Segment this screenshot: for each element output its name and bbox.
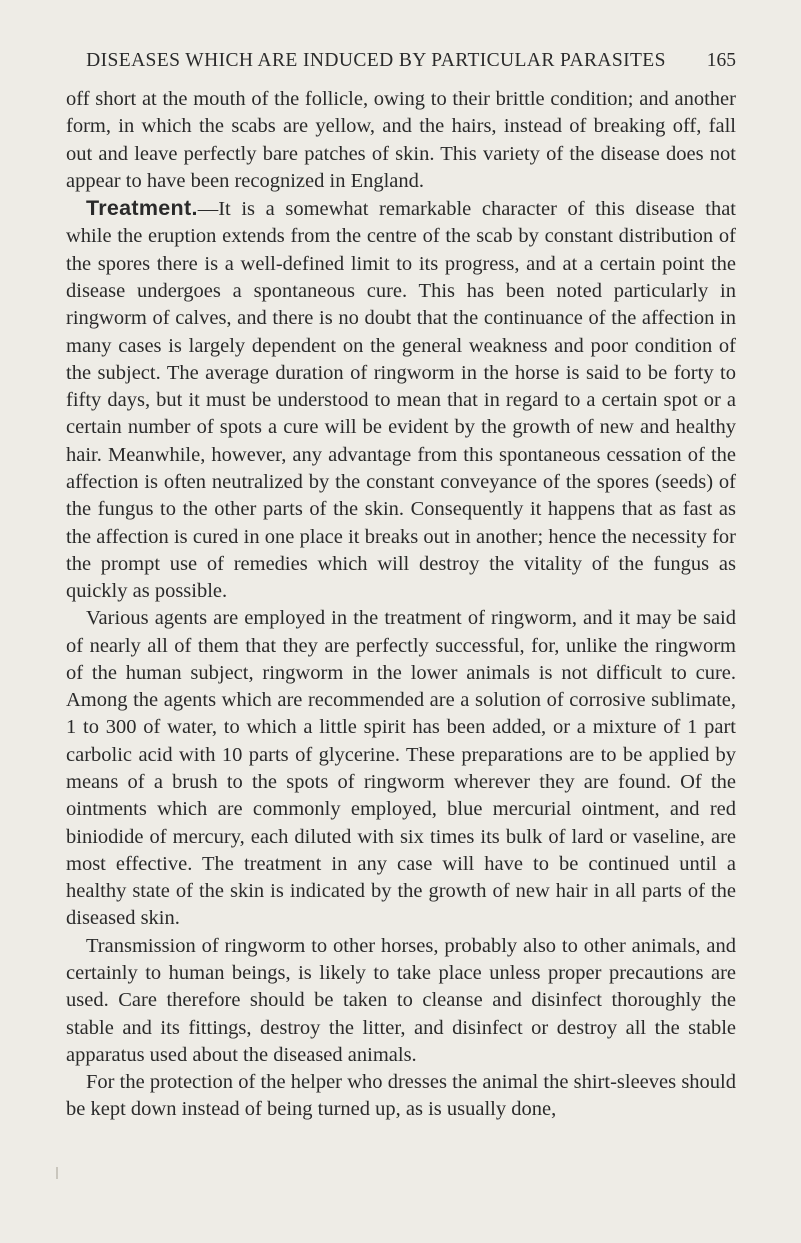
page-number: 165 [706, 50, 736, 71]
section-heading-treatment: Treatment. [86, 196, 198, 221]
body-text [66, 86, 736, 1124]
running-title: DISEASES WHICH ARE INDUCED BY PARTICULAR PARASITES [86, 50, 666, 71]
treatment-text: —It is a somewhat remarkable character of this disease that while the eruption extends from the centre of the scab by constant distribution of the spores there is a well-defined limit to its progress, and at a certain point the disease undergoes a spontaneous cure. This has been noted particularly in ringworm of calves, and there is no doubt that the continuance of the affection in many cases is largely dependent on the general weakness and poor condition of the subject. The average duration of ringworm in the horse is said to be forty to fifty days, but it must be understood to mean that in regard to a certain spot or a certain number of spots a cure will be evident by the growth of new and healthy hair. Meanwhile, however, any advantage from this spontaneous cessation of the affection is often neutralized by the constant conveyance of the spores (seeds) of the fungus to the other parts of the skin. Consequently it happens that as fast as the affection is cured in one place it breaks out in another; hence the necessity for the prompt use of remedies which will destroy the vitality of the fungus as quickly as possible. [66, 198, 736, 603]
running-head [66, 50, 736, 76]
paragraph-protection: For the protection of the helper who dresses the animal the shirt-sleeves should be kept down instead of being turned up, as is usually done, [66, 1071, 736, 1121]
paragraph-agents: Various agents are employed in the treatment of ringworm, and it may be said of nearly all of them that they are perfectly successful, for, unlike the ringworm of the human subject, ringworm in the lower animals is not difficult to cure. Among the agents which are recommended are a solution of corrosive sublimate, 1 to 300 of water, to which a little spirit has been added, or a mixture of 1 part carbolic acid with 10 parts of glycerine. These preparations are to be applied by means of a brush to the spots of ringworm wherever they are found. Of the ointments which are commonly employed, blue mercurial ointment, and red biniodide of mercury, each diluted with six times its bulk of lard or vaseline, are most effective. The treatment in any case will have to be continued until a healthy state of the skin is indicated by the growth of new hair in all parts of the diseased skin. [66, 607, 736, 930]
margin-mark [56, 1167, 58, 1179]
paragraph-treatment [66, 195, 736, 605]
paragraph-transmission: Transmission of ringworm to other horses, probably also to other animals, and certainly to human beings, is likely to take place unless proper precautions are used. Care therefore should be taken to cleanse and disinfect thoroughly the stable and its fittings, destroy the litter, and disinfect or destroy all the stable apparatus used about the diseased animals. [66, 934, 736, 1066]
paragraph-continuation: off short at the mouth of the follicle, owing to their brittle condition; and another form, in which the scabs are yellow, and the hairs, instead of breaking off, fall out and leave perfectly bare patches of skin. This variety of the disease does not appear to have been recognized in England. [66, 88, 736, 192]
